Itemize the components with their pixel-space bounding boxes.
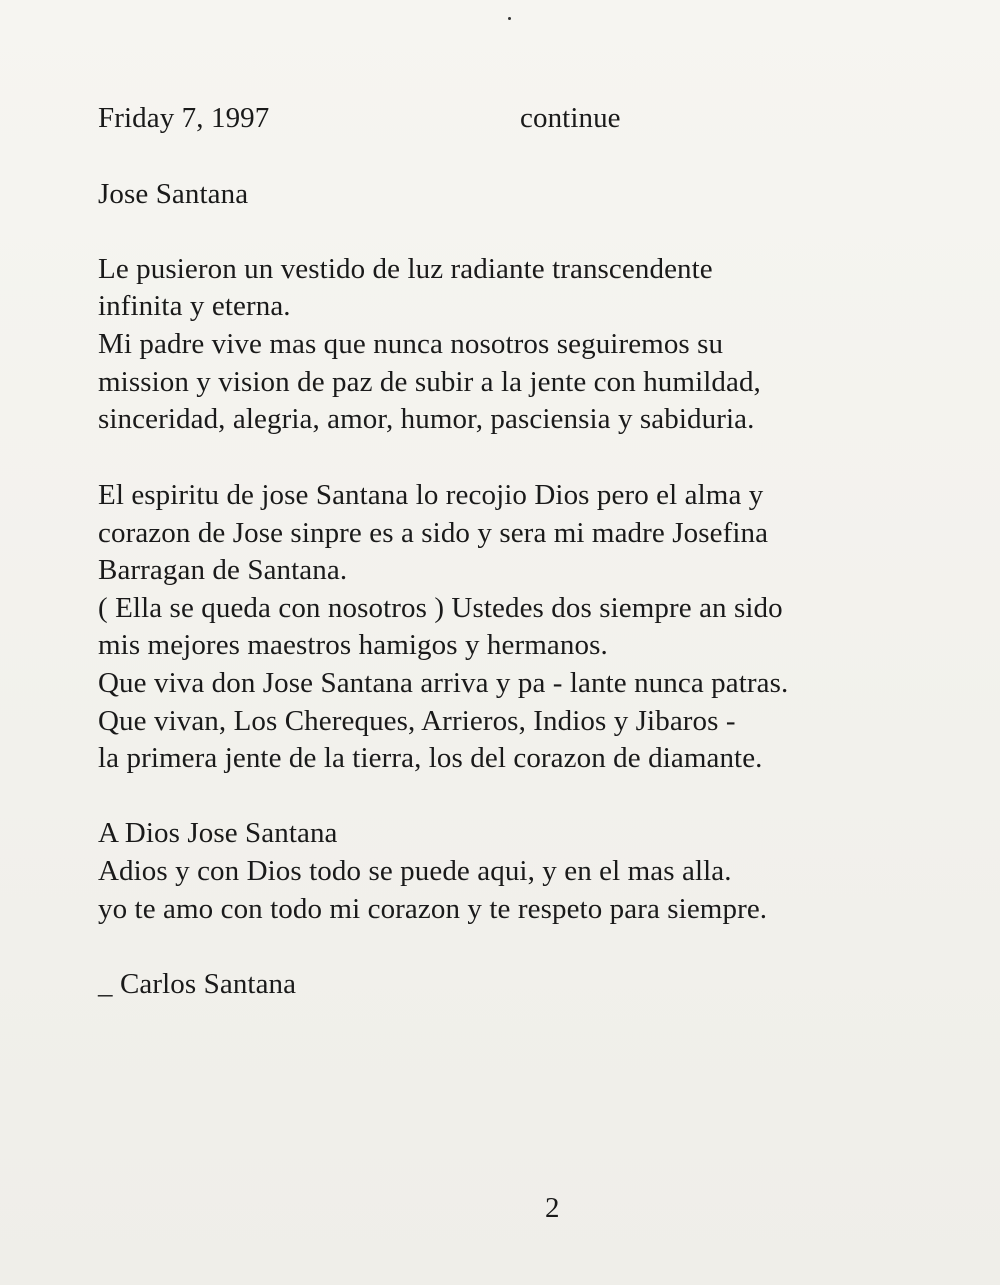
page-number: 2 [545, 1192, 560, 1224]
paragraph-2-line-2: corazon de Jose sinpre es a sido y sera mi madre Josefina [98, 517, 769, 549]
paragraph-2-line-5: mis mejores maestros hamigos y hermanos. [98, 629, 608, 661]
addressee-name: Jose Santana [98, 178, 249, 210]
paragraph-2-line-7: Que vivan, Los Chereques, Arrieros, Indios y Jibaros - [98, 705, 736, 737]
paragraph-3-line-1: A Dios Jose Santana [98, 817, 338, 849]
paragraph-1-line-1: Le pusieron un vestido de luz radiante transcendente [98, 253, 713, 285]
paragraph-3-line-3: yo te amo con todo mi corazon y te respeto para siempre. [98, 893, 768, 925]
header-continue-label: continue [520, 102, 621, 134]
paragraph-1-line-3: Mi padre vive mas que nunca nosotros seguiremos su [98, 328, 724, 360]
paragraph-2-line-4: ( Ella se queda con nosotros ) Ustedes dos siempre an sido [98, 592, 783, 624]
signature-line: _ Carlos Santana [98, 968, 297, 1000]
paragraph-2-line-3: Barragan de Santana. [98, 554, 348, 586]
ink-speck [508, 17, 511, 20]
paragraph-1-line-4: mission y vision de paz de subir a la jente con humildad, [98, 366, 761, 398]
paragraph-2-line-1: El espiritu de jose Santana lo recojio Dios pero el alma y [98, 479, 764, 511]
header-date: Friday 7, 1997 [98, 102, 270, 134]
paragraph-2-line-8: la primera jente de la tierra, los del corazon de diamante. [98, 742, 763, 774]
paragraph-2-line-6: Que viva don Jose Santana arriva y pa - lante nunca patras. [98, 667, 789, 699]
paragraph-1-line-5: sinceridad, alegria, amor, humor, pasciensia y sabiduria. [98, 403, 755, 435]
paragraph-1-line-2: infinita y eterna. [98, 290, 291, 322]
paragraph-3-line-2: Adios y con Dios todo se puede aqui, y en el mas alla. [98, 855, 732, 887]
